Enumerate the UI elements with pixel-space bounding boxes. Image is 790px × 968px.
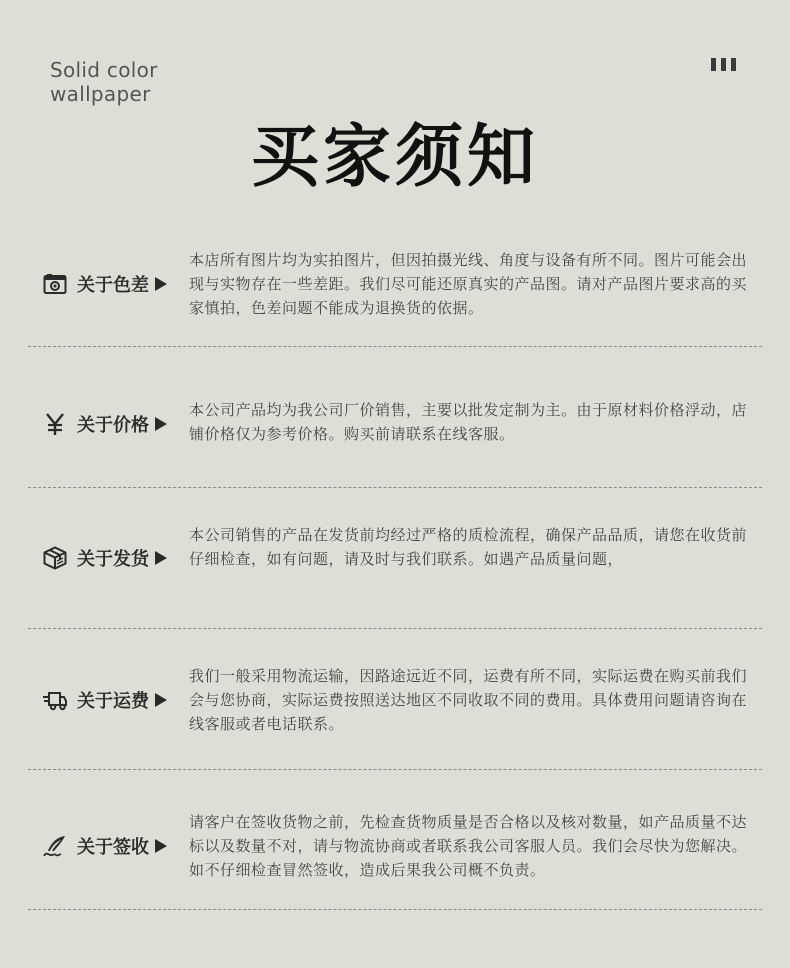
section-label	[43, 832, 167, 860]
camera-icon	[43, 272, 67, 296]
section-freight	[28, 629, 762, 770]
section-label	[43, 270, 167, 298]
divider	[28, 909, 762, 910]
brand-line-2: wallpaper	[50, 82, 151, 106]
yen-icon	[43, 412, 67, 436]
section-label	[43, 410, 167, 438]
section-receipt	[28, 770, 762, 910]
triangle-right-icon	[155, 839, 167, 853]
section-description: 本公司产品均为我公司厂价销售，主要以批发定制为主。由于原材料价格浮动，店铺价格仅为参考价格。购买前请联系在线客服。	[189, 401, 748, 443]
truck-icon	[43, 688, 67, 712]
section-title: 关于色差	[77, 275, 149, 296]
package-icon	[43, 546, 67, 570]
brand-line-1: Solid color	[50, 58, 158, 82]
triangle-right-icon	[155, 277, 167, 291]
section-title: 关于签收	[77, 837, 149, 858]
section-description: 我们一般采用物流运输，因路途远近不同，运费有所不同，实际运费在购买前我们会与您协商，实际运费按照送达地区不同收取不同的费用。具体费用问题请咨询在线客服或者电话联系。	[189, 667, 748, 733]
triangle-right-icon	[155, 551, 167, 565]
brand-text	[50, 58, 158, 106]
section-label	[43, 686, 167, 714]
section-color-difference	[28, 230, 762, 347]
triangle-right-icon	[155, 417, 167, 431]
section-title: 关于运费	[77, 691, 149, 712]
section-title: 关于价格	[77, 415, 149, 436]
section-label	[43, 544, 167, 572]
section-price	[28, 347, 762, 488]
section-description: 本公司销售的产品在发货前均经过严格的质检流程，确保产品品质，请您在收货前仔细检查，如有问题，请及时与我们联系。如遇产品质量问题，	[189, 526, 748, 568]
section-description: 请客户在签收货物之前，先检查货物质量是否合格以及核对数量，如产品质量不达标以及数量不对，请与物流协商或者联系我公司客服人员。我们会尽快为您解决。如不仔细检查冒然签收，造成后果我公司概不负责。	[189, 813, 748, 879]
bars-icon	[711, 58, 737, 71]
section-title: 关于发货	[77, 549, 149, 570]
section-shipping	[28, 488, 762, 629]
triangle-right-icon	[155, 693, 167, 707]
signature-quill-icon	[43, 834, 67, 858]
section-description: 本店所有图片均为实拍图片，但因拍摄光线、角度与设备有所不同。图片可能会出现与实物存在一些差距。我们尽可能还原真实的产品图。请对产品图片要求高的买家慎拍，色差问题不能成为退换货的依据。	[189, 251, 748, 317]
page-title: 买家须知	[250, 118, 539, 197]
